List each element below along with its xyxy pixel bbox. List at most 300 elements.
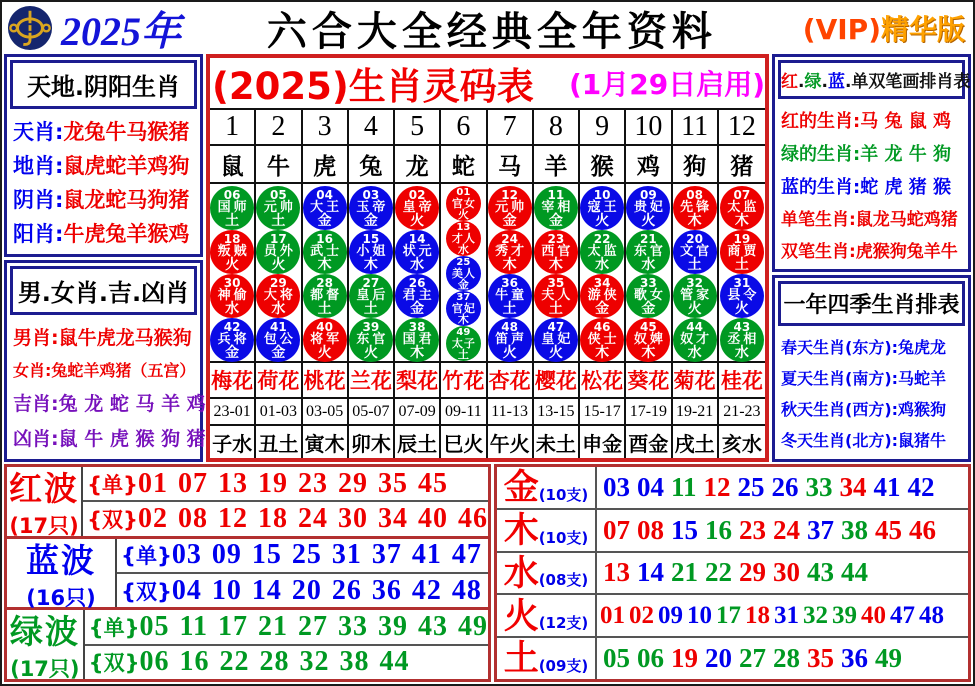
odd-stroke-zodiac-row: 单笔生肖:鼠龙马蛇鸡猪 — [781, 210, 958, 231]
winter-zodiac-row: 冬天生肖(北方):鼠猪牛 — [781, 431, 947, 450]
ball-element: 木 — [457, 312, 469, 326]
ball-number: 41 — [270, 319, 287, 334]
element-number: 35 — [807, 643, 834, 674]
site-logo-icon — [7, 5, 53, 51]
ball-element: 水 — [734, 344, 749, 361]
element-number: 10 — [687, 601, 712, 629]
number-ball — [580, 230, 624, 274]
element-number: 26 — [771, 471, 799, 502]
green-zodiac-row: 绿的生肖:羊 龙 牛 狗 — [781, 143, 951, 165]
ball-title: 笛声 — [495, 331, 528, 347]
element-label — [497, 595, 597, 636]
earth-zodiac-row — [13, 150, 196, 180]
column-number: 9 — [580, 110, 626, 144]
ball-number: 01 — [456, 186, 471, 198]
ball-element: 火 — [225, 256, 240, 273]
flower-label: 桂花 — [720, 369, 763, 393]
wave-even-row — [85, 646, 488, 679]
title-part: 红 — [781, 72, 798, 92]
hour-range-label: 07-09 — [395, 399, 441, 424]
ball-element: 水 — [687, 344, 702, 361]
animal-label: 猴 — [580, 146, 626, 182]
element-count: (08支) — [538, 571, 589, 590]
branch-element-label: 子水 — [210, 426, 256, 458]
ball-title: 国君 — [402, 331, 435, 347]
ball-title: 兵将 — [217, 331, 250, 347]
number-ball — [720, 274, 764, 318]
ball-number: 18 — [223, 231, 241, 246]
hour-range-label: 23-01 — [210, 399, 256, 424]
wave-count: (17只) — [9, 513, 79, 538]
row-value: 兔蛇羊鸡猪（五宫） — [51, 361, 196, 381]
wave-odd-values: 05 11 17 21 27 33 39 43 49 — [139, 611, 488, 643]
wave-numbers — [117, 539, 488, 608]
ball-number: 12 — [501, 187, 518, 202]
ball-title: 大将 — [263, 287, 296, 303]
elements-table — [494, 464, 971, 682]
number-ball — [488, 186, 532, 230]
ball-title: 元帅 — [263, 199, 296, 215]
element-number: 34 — [839, 471, 867, 502]
number-ball — [210, 230, 254, 274]
element-number: 01 — [600, 601, 625, 629]
element-number: 11 — [671, 471, 697, 502]
number-ball — [395, 230, 439, 274]
branch-element-label: 亥水 — [721, 431, 762, 456]
ball-title: 宰相 — [541, 199, 574, 215]
number-ball — [720, 186, 764, 230]
element-count: (10支) — [538, 528, 589, 547]
summer-zodiac-row: 夏天生肖(南方):马蛇羊 — [781, 369, 947, 389]
wave-even-values: 04 10 14 20 26 36 42 48 — [171, 574, 482, 606]
element-numbers — [597, 595, 968, 636]
wave-numbers — [85, 610, 488, 679]
animal-label: 虎 — [303, 146, 349, 182]
zodiac-column — [395, 184, 441, 361]
number-ball — [349, 230, 393, 274]
ball-title: 员外 — [263, 243, 296, 259]
ball-element: 火 — [271, 256, 286, 273]
circles-grid — [210, 184, 765, 363]
ball-number: 29 — [270, 275, 287, 290]
number-ball — [256, 318, 300, 362]
branch-element-label: 寅木 — [303, 426, 349, 458]
ball-number: 02 — [408, 187, 426, 202]
hours-row — [210, 399, 765, 426]
element-number: 28 — [773, 643, 800, 674]
number-ball — [720, 318, 764, 362]
ball-number: 08 — [686, 187, 703, 202]
ball-element: 土 — [502, 300, 517, 317]
ball-title: 西官 — [541, 243, 574, 259]
number-ball — [349, 318, 393, 362]
element-number: 32 — [803, 601, 828, 629]
number-ball — [210, 186, 254, 230]
ball-element: 土 — [271, 212, 286, 229]
ball-number: 24 — [501, 231, 518, 246]
even-stroke-zodiac-row: 双笔生肖:虎猴狗兔羊牛 — [781, 241, 958, 262]
row-label: 天肖: — [13, 119, 64, 144]
animal-label: 兔 — [349, 146, 395, 182]
ball-title: 大王 — [310, 199, 343, 215]
row-value: 龙兔牛马猴猪 — [63, 119, 190, 144]
element-number: 40 — [861, 601, 886, 629]
element-number: 14 — [637, 557, 664, 588]
element-number: 41 — [873, 471, 901, 502]
zodiac-column — [256, 184, 302, 361]
number-ball — [534, 186, 578, 230]
zodiac-table-title-main: (2025)生肖灵码表 — [212, 65, 534, 108]
hour-range-label: 13-15 — [534, 399, 580, 424]
ball-title: 先锋 — [680, 199, 713, 215]
ball-element: 金 — [225, 344, 240, 361]
number-ball — [673, 318, 717, 362]
ball-element: 木 — [734, 212, 749, 229]
number-ball — [210, 274, 254, 318]
number-ball — [720, 230, 764, 274]
ball-title: 元帅 — [495, 199, 528, 215]
column-number: 4 — [349, 110, 395, 144]
ball-element: 木 — [595, 344, 610, 361]
element-number: 47 — [890, 601, 915, 629]
column-number: 1 — [210, 110, 256, 144]
wave-odd-tag: {单} — [87, 472, 138, 497]
wave-odd-values: 03 09 15 25 31 37 41 47 — [171, 539, 482, 571]
number-ball — [580, 274, 624, 318]
title-part: . — [821, 72, 828, 92]
ball-number: 35 — [547, 275, 565, 290]
number-ball — [488, 274, 532, 318]
ball-element: 水 — [595, 256, 610, 273]
number-ball — [446, 326, 481, 361]
ball-element: 土 — [687, 256, 702, 273]
ball-title: 东官 — [356, 331, 389, 347]
element-number: 12 — [703, 471, 731, 502]
ball-title: 官妃 — [451, 301, 476, 315]
main-area — [2, 54, 973, 462]
element-name: 土 — [503, 639, 539, 680]
ball-title: 君主 — [402, 287, 435, 303]
color-stroke-panel — [772, 54, 971, 272]
ball-title: 皇后 — [356, 287, 389, 303]
row-label: 吉肖: — [13, 393, 59, 416]
element-number: 46 — [909, 514, 936, 545]
column-number: 11 — [673, 110, 719, 144]
ball-number: 47 — [547, 319, 565, 334]
wave-even-row — [83, 502, 488, 535]
hour-range-label: 11-13 — [488, 399, 534, 424]
ball-element: 金 — [595, 300, 610, 317]
element-label — [497, 467, 597, 508]
element-name: 木 — [503, 511, 539, 552]
vip-suffix: 精华版 — [880, 13, 965, 46]
column-number: 6 — [441, 110, 487, 144]
ball-element: 木 — [641, 344, 656, 361]
flower-label: 葵花 — [626, 363, 672, 397]
ball-element: 土 — [457, 347, 469, 361]
element-number: 29 — [739, 557, 766, 588]
element-count: (09支) — [538, 656, 589, 675]
ball-number: 21 — [640, 231, 657, 246]
wave-odd-row — [85, 610, 488, 645]
number-ball — [210, 318, 254, 362]
title-part: . — [798, 72, 805, 92]
male-female-luck-rows — [7, 318, 206, 460]
ball-title: 文官 — [680, 243, 713, 259]
ball-element: 木 — [687, 212, 702, 229]
zodiac-code-table — [206, 54, 769, 462]
animal-label: 猪 — [730, 153, 754, 180]
left-sidebar — [4, 54, 206, 462]
zodiac-column — [488, 184, 534, 361]
wave-numbers — [83, 467, 488, 536]
wave-even-tag: {双} — [88, 651, 140, 676]
flower-label: 梅花 — [210, 363, 256, 397]
wave-name: 绿波 — [9, 612, 80, 652]
number-ball — [626, 230, 670, 274]
ball-title: 皇帝 — [402, 199, 435, 215]
element-number: 36 — [841, 643, 868, 674]
ball-element: 火 — [734, 300, 749, 317]
number-ball — [534, 274, 578, 318]
number-ball — [488, 318, 532, 362]
ball-number: 03 — [362, 187, 380, 202]
number-ball — [673, 186, 717, 230]
ball-title: 丞相 — [727, 331, 760, 347]
number-ball — [303, 230, 347, 274]
number-ball — [673, 274, 717, 318]
zodiac-column — [441, 184, 487, 361]
lucky-zodiac-row — [13, 389, 206, 416]
wave-label — [7, 467, 83, 536]
number-ball — [580, 318, 624, 362]
zodiac-column — [626, 184, 672, 361]
wave-name: 蓝波 — [26, 540, 96, 580]
element-number: 04 — [637, 471, 664, 502]
male-female-luck-panel — [4, 260, 206, 463]
ball-number: 07 — [733, 187, 751, 202]
color-stroke-panel-title — [778, 60, 971, 99]
ball-number: 49 — [456, 326, 471, 338]
wave-label — [7, 610, 85, 682]
zodiac-table-title — [210, 58, 765, 110]
wave-odd-tag: {单} — [121, 544, 172, 569]
ball-element: 火 — [641, 212, 656, 229]
ball-number: 38 — [408, 319, 426, 334]
seasons-panel — [772, 275, 971, 462]
element-row — [497, 510, 968, 553]
hour-range-label: 19-21 — [673, 399, 719, 424]
animal-label: 龙 — [395, 146, 441, 182]
flower-label: 梨花 — [395, 363, 441, 397]
number-ball — [446, 291, 481, 326]
element-numbers — [597, 638, 968, 679]
element-name: 火 — [503, 596, 539, 637]
element-count: (12支) — [538, 614, 589, 633]
ball-element: 火 — [457, 207, 469, 221]
title-part: 单双笔画排肖表 — [851, 72, 971, 92]
ball-title: 才人 — [451, 231, 476, 245]
element-number: 27 — [739, 643, 766, 674]
element-label — [497, 638, 597, 679]
spring-zodiac-row: 春天生肖(东方):兔虎龙 — [781, 338, 947, 358]
title-part: 蓝 — [827, 72, 845, 92]
element-number: 33 — [805, 471, 833, 502]
ball-element: 金 — [363, 212, 378, 229]
element-number: 42 — [907, 471, 935, 502]
element-number: 25 — [737, 471, 765, 502]
ball-title: 县令 — [727, 287, 760, 303]
ball-element: 金 — [641, 300, 656, 317]
ball-number: 22 — [593, 231, 611, 246]
ball-title: 叛贼 — [217, 243, 250, 259]
element-number: 30 — [773, 557, 800, 588]
animal-label: 牛 — [256, 146, 302, 182]
flower-label: 荷花 — [256, 363, 302, 397]
column-number: 5 — [395, 110, 441, 144]
row-label: 地肖: — [13, 153, 64, 178]
hour-range-label: 17-19 — [626, 399, 672, 424]
flower-label: 杏花 — [488, 363, 534, 397]
ball-element: 土 — [548, 300, 563, 317]
ball-element: 水 — [641, 256, 656, 273]
wave-count: (16只) — [26, 585, 96, 610]
number-ball — [446, 221, 481, 256]
branch-element-label: 酉金 — [626, 426, 672, 458]
flower-label: 松花 — [580, 363, 626, 397]
ball-number: 17 — [270, 231, 287, 246]
ball-element: 火 — [687, 300, 702, 317]
ball-number: 26 — [408, 275, 426, 290]
ball-number: 16 — [316, 231, 333, 246]
vip-prefix: (VIP) — [802, 13, 881, 46]
ball-number: 14 — [408, 231, 426, 246]
ball-title: 状元 — [402, 243, 435, 259]
female-zodiac-row — [13, 358, 196, 381]
branches-row — [210, 426, 765, 458]
ball-number: 39 — [362, 319, 380, 334]
element-number: 09 — [658, 601, 683, 629]
row-label: 阳肖: — [13, 221, 64, 246]
wave-even-row — [117, 574, 488, 607]
element-numbers — [597, 467, 968, 508]
ball-element: 火 — [595, 212, 610, 229]
element-number: 24 — [773, 514, 800, 545]
element-number: 13 — [603, 557, 630, 588]
ball-element: 火 — [317, 344, 332, 361]
animal-label: 蛇 — [441, 146, 487, 182]
row-value: 鼠虎蛇羊鸡狗 — [63, 153, 190, 178]
hour-range-label: 01-03 — [256, 399, 302, 424]
ball-title: 太监 — [587, 243, 620, 259]
element-number: 15 — [671, 514, 698, 545]
ball-number: 27 — [362, 275, 380, 290]
element-numbers — [597, 510, 968, 551]
ball-number: 31 — [733, 275, 751, 290]
title-part: 绿 — [804, 72, 822, 92]
row-value: 牛虎兔羊猴鸡 — [63, 221, 190, 246]
ball-element: 金 — [317, 212, 332, 229]
wave-label — [7, 539, 117, 608]
animal-label: 鸡 — [626, 146, 672, 182]
ball-title: 贵妃 — [633, 199, 666, 215]
number-ball — [534, 230, 578, 274]
ball-title: 商贾 — [727, 243, 760, 259]
ball-number: 04 — [316, 187, 333, 202]
element-number: 23 — [739, 514, 766, 545]
column-number: 3 — [303, 110, 349, 144]
unlucky-zodiac-row — [13, 424, 206, 451]
ball-number: 44 — [686, 319, 703, 334]
element-number: 31 — [774, 601, 799, 629]
branch-element-label: 辰土 — [395, 426, 441, 458]
wave-even-tag: {双} — [121, 579, 172, 604]
wave-group — [7, 467, 488, 539]
ball-number: 13 — [456, 221, 471, 233]
ball-number: 09 — [640, 187, 657, 202]
element-number: 16 — [705, 514, 732, 545]
number-ball — [256, 186, 300, 230]
element-row — [497, 638, 968, 679]
branch-element-label: 巳火 — [441, 426, 487, 458]
male-female-luck-panel-title: 男.女肖.吉.凶肖 — [10, 266, 197, 315]
heaven-earth-panel — [4, 54, 203, 257]
ball-element: 土 — [734, 256, 749, 273]
ball-element: 水 — [457, 242, 469, 256]
ball-title: 官女 — [451, 196, 476, 210]
ball-number: 43 — [733, 319, 751, 334]
animal-label: 马 — [488, 146, 534, 182]
ball-element: 火 — [502, 344, 517, 361]
number-ball — [626, 274, 670, 318]
header — [2, 2, 973, 54]
flower-label: 竹花 — [441, 363, 487, 397]
ball-title: 太子 — [451, 336, 476, 350]
ball-title: 牛童 — [495, 287, 528, 303]
heaven-earth-rows — [7, 112, 200, 254]
wave-odd-values: 01 07 13 19 23 29 35 45 — [138, 467, 448, 499]
flowers-row — [210, 363, 765, 399]
element-name: 金 — [503, 468, 539, 509]
number-ball — [395, 186, 439, 230]
column-number: 8 — [534, 110, 580, 144]
title-part: . — [844, 72, 852, 92]
ball-title: 小姐 — [356, 243, 389, 259]
ball-element: 木 — [317, 256, 332, 273]
number-ball — [256, 274, 300, 318]
ball-title: 太监 — [727, 199, 760, 215]
zodiac-column — [210, 184, 256, 361]
ball-element: 土 — [363, 300, 378, 317]
ball-title: 包公 — [263, 331, 296, 347]
ball-title: 夫人 — [541, 287, 574, 303]
number-ball — [256, 230, 300, 274]
element-count: (10支) — [538, 485, 589, 504]
ball-title: 管家 — [680, 287, 713, 303]
ball-element: 水 — [271, 300, 286, 317]
branch-element-label: 卯木 — [349, 426, 395, 458]
ball-number: 36 — [501, 275, 518, 290]
wave-count: (17只) — [10, 657, 80, 682]
seasons-rows — [775, 329, 968, 459]
number-ball — [303, 186, 347, 230]
column-number: 7 — [488, 110, 534, 144]
number-ball — [673, 230, 717, 274]
ball-title: 寇王 — [587, 199, 620, 215]
ball-element: 土 — [317, 300, 332, 317]
ball-title: 游侠 — [587, 287, 620, 303]
ball-element: 火 — [363, 344, 378, 361]
